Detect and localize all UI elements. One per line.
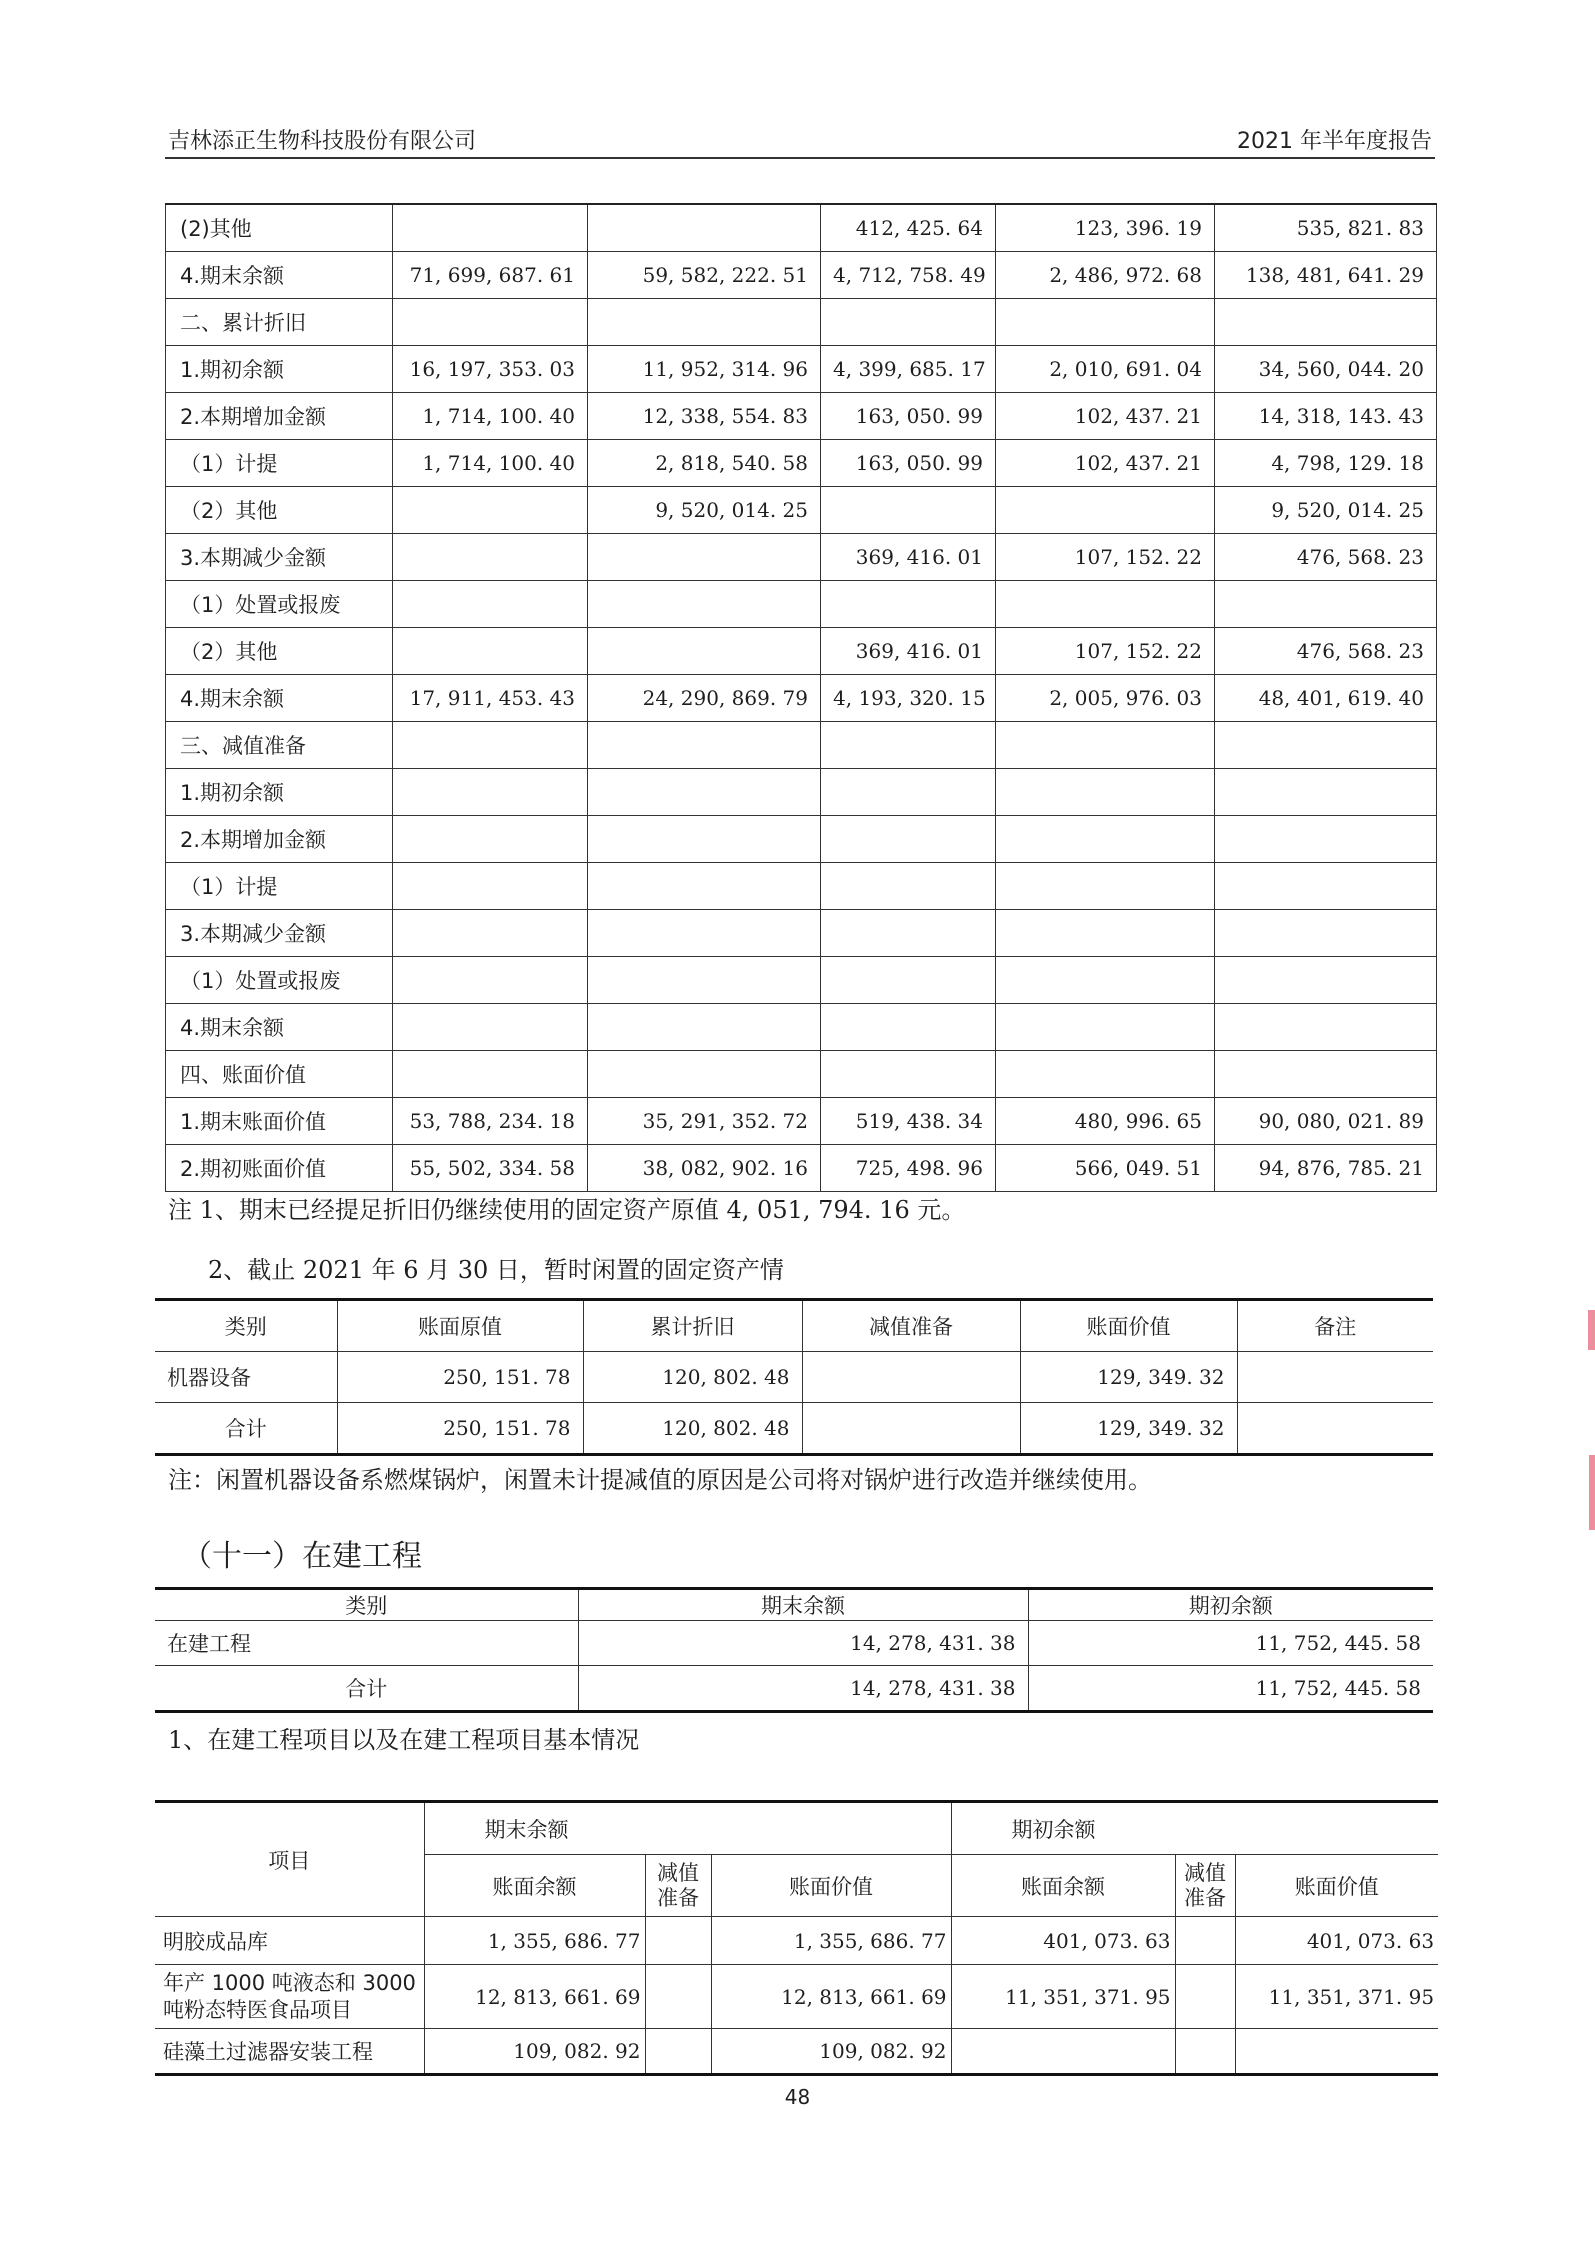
value-cell <box>1235 2029 1438 2075</box>
value-cell <box>996 910 1215 957</box>
row-label: 1.期末账面价值 <box>166 1098 393 1145</box>
value-cell <box>1215 581 1437 628</box>
value-cell <box>393 1004 588 1051</box>
value-cell <box>996 816 1215 863</box>
value-cell <box>1215 1004 1437 1051</box>
value-cell <box>393 957 588 1004</box>
value-cell: 2, 010, 691. 04 <box>996 346 1215 393</box>
row-label: 2.本期增加金额 <box>166 816 393 863</box>
value-cell: 109, 082. 92 <box>424 2029 645 2075</box>
value-cell <box>1237 1352 1433 1403</box>
value-cell <box>802 1403 1020 1455</box>
value-cell: 123, 396. 19 <box>996 204 1215 252</box>
row-label: （1）计提 <box>166 863 393 910</box>
value-cell <box>1237 1403 1433 1455</box>
row-label: 合计 <box>155 1666 578 1712</box>
table-row <box>166 957 1437 1004</box>
value-cell <box>1175 2029 1235 2075</box>
value-cell: 163, 050. 99 <box>821 440 996 487</box>
value-cell <box>393 769 588 816</box>
value-cell <box>821 299 996 346</box>
value-cell: 16, 197, 353. 03 <box>393 346 588 393</box>
value-cell <box>588 1051 821 1098</box>
value-cell <box>588 1004 821 1051</box>
header-rule <box>165 157 1435 159</box>
value-cell: 566, 049. 51 <box>996 1145 1215 1192</box>
value-cell: 53, 788, 234. 18 <box>393 1098 588 1145</box>
header-cell: 账面原值 <box>337 1300 583 1352</box>
row-label: 2.期初账面价值 <box>166 1145 393 1192</box>
table-row <box>166 393 1437 440</box>
value-cell <box>393 910 588 957</box>
table-row <box>166 440 1437 487</box>
value-cell <box>821 816 996 863</box>
header-cell: 期末余额 <box>578 1589 1028 1621</box>
value-cell <box>588 863 821 910</box>
value-cell: 476, 568. 23 <box>1215 534 1437 581</box>
row-label: （1）处置或报废 <box>166 957 393 1004</box>
table-row <box>166 816 1437 863</box>
row-label: （1）计提 <box>166 440 393 487</box>
value-cell <box>996 487 1215 534</box>
table-row <box>166 1098 1437 1145</box>
row-label: 三、减值准备 <box>166 722 393 769</box>
scan-mark <box>1589 1455 1595 1530</box>
value-cell: 412, 425. 64 <box>821 204 996 252</box>
table-row <box>166 1145 1437 1192</box>
row-label: 1.期初余额 <box>166 769 393 816</box>
table-row <box>155 1666 1433 1712</box>
header-cell: 类别 <box>155 1589 578 1621</box>
value-cell <box>1215 863 1437 910</box>
value-cell: 1, 714, 100. 40 <box>393 393 588 440</box>
value-cell <box>588 534 821 581</box>
value-cell <box>1175 1917 1235 1965</box>
value-cell <box>996 581 1215 628</box>
value-cell <box>393 299 588 346</box>
value-cell: 9, 520, 014. 25 <box>1215 487 1437 534</box>
value-cell <box>393 863 588 910</box>
table-row <box>155 1403 1433 1455</box>
end-balance-header: 期末余额 <box>424 1802 951 1855</box>
value-cell <box>393 534 588 581</box>
header-cell: 减值准备 <box>1175 1855 1235 1917</box>
value-cell: 14, 278, 431. 38 <box>578 1621 1028 1666</box>
row-label: 二、累计折旧 <box>166 299 393 346</box>
table-row <box>166 299 1437 346</box>
row-label: 3.本期减少金额 <box>166 534 393 581</box>
value-cell <box>645 2029 711 2075</box>
value-cell <box>1215 769 1437 816</box>
header-cell: 账面价值 <box>1235 1855 1438 1917</box>
value-cell: 725, 498. 96 <box>821 1145 996 1192</box>
value-cell: 9, 520, 014. 25 <box>588 487 821 534</box>
company-name: 吉林添正生物科技股份有限公司 <box>168 129 477 154</box>
value-cell: 129, 349. 32 <box>1020 1403 1237 1455</box>
value-cell <box>588 769 821 816</box>
value-cell: 94, 876, 785. 21 <box>1215 1145 1437 1192</box>
table-row <box>166 722 1437 769</box>
row-label: (2)其他 <box>166 204 393 252</box>
header-cell: 账面余额 <box>424 1855 645 1917</box>
value-cell <box>996 863 1215 910</box>
value-cell <box>1215 299 1437 346</box>
value-cell <box>996 769 1215 816</box>
value-cell: 12, 813, 661. 69 <box>711 1965 951 2029</box>
row-label: 四、账面价值 <box>166 1051 393 1098</box>
value-cell <box>821 722 996 769</box>
value-cell <box>996 1051 1215 1098</box>
value-cell: 163, 050. 99 <box>821 393 996 440</box>
value-cell <box>802 1352 1020 1403</box>
idle-note: 注：闲置机器设备系燃煤锅炉，闲置未计提减值的原因是公司将对锅炉进行改造并继续使用。 <box>168 1466 1152 1494</box>
row-label: 4.期末余额 <box>166 1004 393 1051</box>
value-cell <box>821 769 996 816</box>
row-label: 1.期初余额 <box>166 346 393 393</box>
value-cell <box>588 299 821 346</box>
value-cell: 48, 401, 619. 40 <box>1215 675 1437 722</box>
value-cell <box>821 863 996 910</box>
value-cell: 59, 582, 222. 51 <box>588 252 821 299</box>
value-cell <box>588 722 821 769</box>
value-cell: 401, 073. 63 <box>1235 1917 1438 1965</box>
value-cell: 120, 802. 48 <box>583 1403 802 1455</box>
value-cell <box>821 1004 996 1051</box>
value-cell <box>996 299 1215 346</box>
table-row <box>166 769 1437 816</box>
table-row <box>166 910 1437 957</box>
header-cell: 期初余额 <box>1028 1589 1433 1621</box>
value-cell <box>588 910 821 957</box>
row-label: 明胶成品库 <box>155 1917 424 1965</box>
value-cell: 250, 151. 78 <box>337 1403 583 1455</box>
header-cell: 账面余额 <box>951 1855 1175 1917</box>
idle-assets-title: 2、截止 2021 年 6 月 30 日，暂时闲置的固定资产情 <box>208 1256 784 1284</box>
value-cell: 369, 416. 01 <box>821 628 996 675</box>
table-row <box>155 2029 1438 2075</box>
value-cell: 476, 568. 23 <box>1215 628 1437 675</box>
value-cell: 11, 952, 314. 96 <box>588 346 821 393</box>
value-cell: 4, 193, 320. 15 <box>821 675 996 722</box>
row-label: 4.期末余额 <box>166 675 393 722</box>
value-cell: 107, 152. 22 <box>996 628 1215 675</box>
header-cell: 类别 <box>155 1300 337 1352</box>
page-number: 48 <box>784 2085 811 2109</box>
header-cell: 减值准备 <box>645 1855 711 1917</box>
value-cell: 2, 005, 976. 03 <box>996 675 1215 722</box>
table-row <box>166 204 1437 252</box>
value-cell <box>821 487 996 534</box>
table-row <box>166 863 1437 910</box>
value-cell <box>821 957 996 1004</box>
table-header-row <box>155 1802 1438 1855</box>
value-cell <box>1215 1051 1437 1098</box>
value-cell <box>1215 957 1437 1004</box>
table-row <box>155 1965 1438 2029</box>
cip-detail-title: 1、在建工程项目以及在建工程项目基本情况 <box>168 1726 640 1754</box>
value-cell <box>645 1917 711 1965</box>
value-cell: 4, 399, 685. 17 <box>821 346 996 393</box>
value-cell: 1, 355, 686. 77 <box>711 1917 951 1965</box>
value-cell: 90, 080, 021. 89 <box>1215 1098 1437 1145</box>
value-cell: 102, 437. 21 <box>996 440 1215 487</box>
value-cell <box>393 581 588 628</box>
note-fully-depreciated: 注 1、期末已经提足折旧仍继续使用的固定资产原值 4, 051, 794. 16 元。 <box>168 1196 966 1224</box>
value-cell <box>588 816 821 863</box>
value-cell: 1, 714, 100. 40 <box>393 440 588 487</box>
table-row <box>166 675 1437 722</box>
value-cell: 12, 813, 661. 69 <box>424 1965 645 2029</box>
begin-balance-header: 期初余额 <box>951 1802 1438 1855</box>
value-cell: 4, 712, 758. 49 <box>821 252 996 299</box>
value-cell <box>393 1051 588 1098</box>
scan-mark <box>1588 1310 1595 1350</box>
table-row <box>166 628 1437 675</box>
value-cell: 14, 318, 143. 43 <box>1215 393 1437 440</box>
value-cell <box>951 2029 1175 2075</box>
value-cell: 369, 416. 01 <box>821 534 996 581</box>
value-cell: 109, 082. 92 <box>711 2029 951 2075</box>
value-cell: 14, 278, 431. 38 <box>578 1666 1028 1712</box>
row-label: （2）其他 <box>166 628 393 675</box>
row-label: 合计 <box>155 1403 337 1455</box>
value-cell: 250, 151. 78 <box>337 1352 583 1403</box>
value-cell <box>645 1965 711 2029</box>
value-cell <box>996 722 1215 769</box>
value-cell: 11, 752, 445. 58 <box>1028 1666 1433 1712</box>
value-cell: 34, 560, 044. 20 <box>1215 346 1437 393</box>
value-cell <box>588 957 821 1004</box>
cip-detail-table <box>155 1800 1438 2076</box>
value-cell: 17, 911, 453. 43 <box>393 675 588 722</box>
value-cell: 35, 291, 352. 72 <box>588 1098 821 1145</box>
row-label: 硅藻土过滤器安装工程 <box>155 2029 424 2075</box>
table-header-row <box>155 1300 1433 1352</box>
table-row <box>166 534 1437 581</box>
report-title: 2021 年半年度报告 <box>1237 129 1432 154</box>
value-cell: 2, 486, 972. 68 <box>996 252 1215 299</box>
value-cell: 55, 502, 334. 58 <box>393 1145 588 1192</box>
value-cell <box>588 204 821 252</box>
value-cell: 1, 355, 686. 77 <box>424 1917 645 1965</box>
table-row <box>166 581 1437 628</box>
table-row <box>155 1621 1433 1666</box>
value-cell: 138, 481, 641. 29 <box>1215 252 1437 299</box>
value-cell: 12, 338, 554. 83 <box>588 393 821 440</box>
idle-assets-table <box>155 1298 1433 1456</box>
table-row <box>166 252 1437 299</box>
value-cell: 24, 290, 869. 79 <box>588 675 821 722</box>
value-cell <box>393 204 588 252</box>
value-cell <box>588 628 821 675</box>
value-cell: 4, 798, 129. 18 <box>1215 440 1437 487</box>
value-cell <box>393 816 588 863</box>
table-row <box>166 1004 1437 1051</box>
row-label: 在建工程 <box>155 1621 578 1666</box>
value-cell: 102, 437. 21 <box>996 393 1215 440</box>
value-cell <box>1215 816 1437 863</box>
header-cell: 账面价值 <box>1020 1300 1237 1352</box>
table-header-row <box>155 1589 1433 1621</box>
value-cell: 480, 996. 65 <box>996 1098 1215 1145</box>
row-label: 机器设备 <box>155 1352 337 1403</box>
row-label: 4.期末余额 <box>166 252 393 299</box>
header-cell: 账面价值 <box>711 1855 951 1917</box>
table-row <box>166 346 1437 393</box>
cip-summary-table <box>155 1587 1433 1713</box>
value-cell: 519, 438. 34 <box>821 1098 996 1145</box>
row-label: （1）处置或报废 <box>166 581 393 628</box>
value-cell <box>393 628 588 675</box>
value-cell <box>821 910 996 957</box>
value-cell <box>996 957 1215 1004</box>
value-cell: 120, 802. 48 <box>583 1352 802 1403</box>
item-header: 项目 <box>155 1802 424 1917</box>
header-cell: 减值准备 <box>802 1300 1020 1352</box>
table-row <box>166 1051 1437 1098</box>
row-label: （2）其他 <box>166 487 393 534</box>
value-cell: 129, 349. 32 <box>1020 1352 1237 1403</box>
row-label: 2.本期增加金额 <box>166 393 393 440</box>
value-cell <box>996 1004 1215 1051</box>
value-cell <box>1215 910 1437 957</box>
value-cell <box>821 581 996 628</box>
header-cell: 累计折旧 <box>583 1300 802 1352</box>
table-row <box>155 1917 1438 1965</box>
value-cell <box>393 487 588 534</box>
value-cell: 2, 818, 540. 58 <box>588 440 821 487</box>
value-cell <box>393 722 588 769</box>
value-cell: 11, 752, 445. 58 <box>1028 1621 1433 1666</box>
section-title-cip: （十一）在建工程 <box>182 1539 422 1574</box>
value-cell <box>1175 1965 1235 2029</box>
value-cell: 71, 699, 687. 61 <box>393 252 588 299</box>
value-cell: 38, 082, 902. 16 <box>588 1145 821 1192</box>
value-cell: 107, 152. 22 <box>996 534 1215 581</box>
fixed-assets-table <box>165 203 1437 1192</box>
table-row <box>155 1352 1433 1403</box>
value-cell: 11, 351, 371. 95 <box>951 1965 1175 2029</box>
value-cell <box>821 1051 996 1098</box>
value-cell: 535, 821. 83 <box>1215 204 1437 252</box>
value-cell: 11, 351, 371. 95 <box>1235 1965 1438 2029</box>
value-cell <box>1215 722 1437 769</box>
value-cell: 401, 073. 63 <box>951 1917 1175 1965</box>
value-cell <box>588 581 821 628</box>
row-label: 3.本期减少金额 <box>166 910 393 957</box>
row-label: 年产 1000 吨液态和 3000 吨粉态特医食品项目 <box>155 1965 424 2029</box>
header-cell: 备注 <box>1237 1300 1433 1352</box>
table-row <box>166 487 1437 534</box>
